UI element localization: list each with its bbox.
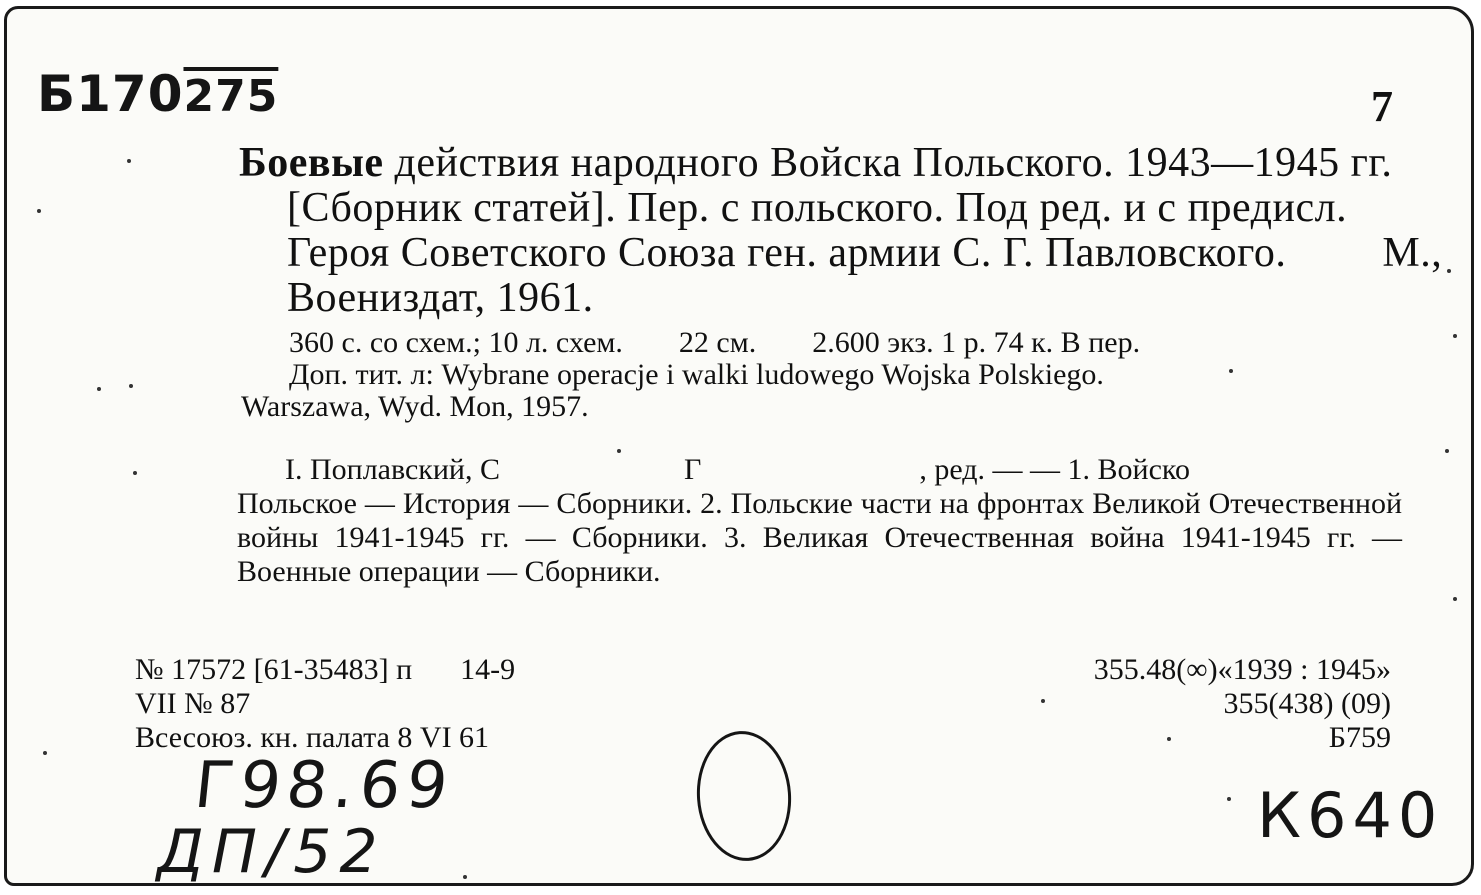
bbk-code: 355(438) (09) (1223, 687, 1391, 720)
registration-info (135, 653, 515, 755)
speck (1445, 449, 1449, 453)
original-imprint-line: Warszawa, Wyd. Mon, 1957. (241, 390, 589, 423)
title-first-word: Боевые (239, 140, 384, 186)
handwritten-code-3: К640 (1257, 779, 1444, 852)
author-mark: Б759 (1328, 721, 1391, 754)
registration-volume: VII № 87 (135, 687, 251, 720)
speck (1227, 797, 1231, 801)
card-number: 7 (1371, 82, 1393, 131)
speck (1041, 699, 1045, 703)
speck (1167, 737, 1171, 741)
speck (127, 159, 131, 163)
handwritten-code-1: Г98.69 (191, 749, 458, 823)
speck (1453, 334, 1457, 338)
speck (43, 751, 47, 755)
handwritten-code-2: ДП/52 (157, 817, 386, 886)
speck (617, 449, 621, 453)
shelf-code-fraction: 275 (183, 71, 279, 122)
shelf-code-main: Б170 (37, 65, 184, 123)
classification-codes (1094, 653, 1391, 755)
title-rest: действия народного Войска Польского. 1943—1945 гг. [Сборник статей]. Пер. с польского. Под ред. и с предисл. Героя Советского Союза ген. армии С. Г. Павловского. (287, 140, 1393, 276)
publisher: М., Воениздат, 1961. (287, 230, 1443, 321)
physical-description (241, 327, 1406, 423)
speck (463, 875, 467, 879)
punched-hole-outline (693, 728, 796, 864)
bibliographic-title (239, 141, 1452, 321)
speck (97, 387, 101, 391)
catalog-card (4, 6, 1474, 886)
subject-editor: I. Поплавский, С (285, 453, 500, 486)
udc-code: 355.48(∞)«1939 : 1945» (1093, 653, 1391, 686)
speck (129, 384, 133, 388)
speck (133, 471, 137, 475)
registration-number: № 17572 [61-35483] п (135, 653, 413, 686)
subject-list: Польское — История — Сборники. 2. Польские части на фронтах Великой Отечественной войны 1941-1945 гг. — Сборники. 3. Великая Отечественная война 1941-1945 гг. — Военные операции — Сборники. (237, 487, 1402, 588)
chamber-date: Всесоюз. кн. палата 8 VI 61 (135, 721, 490, 754)
speck (1229, 369, 1233, 373)
speck (1453, 597, 1457, 601)
phys-price: 2.600 экз. 1 р. 74 к. В пер. (812, 326, 1141, 359)
handwritten-shelf-code (37, 65, 278, 123)
subject-headings (237, 453, 1402, 589)
original-title-line: Доп. тит. л: Wybrane operacje i walki ludowego Wojska Polskiego. (289, 358, 1104, 391)
speck (37, 209, 41, 213)
registration-code: 14-9 (460, 653, 516, 686)
phys-pages: 360 с. со схем.; 10 л. схем. (289, 326, 623, 359)
phys-size: 22 см. (678, 326, 757, 359)
subject-editor-initial: Г (684, 453, 702, 486)
subject-first-heading: , ред. — — 1. Войско (919, 453, 1190, 486)
speck (1447, 269, 1451, 273)
